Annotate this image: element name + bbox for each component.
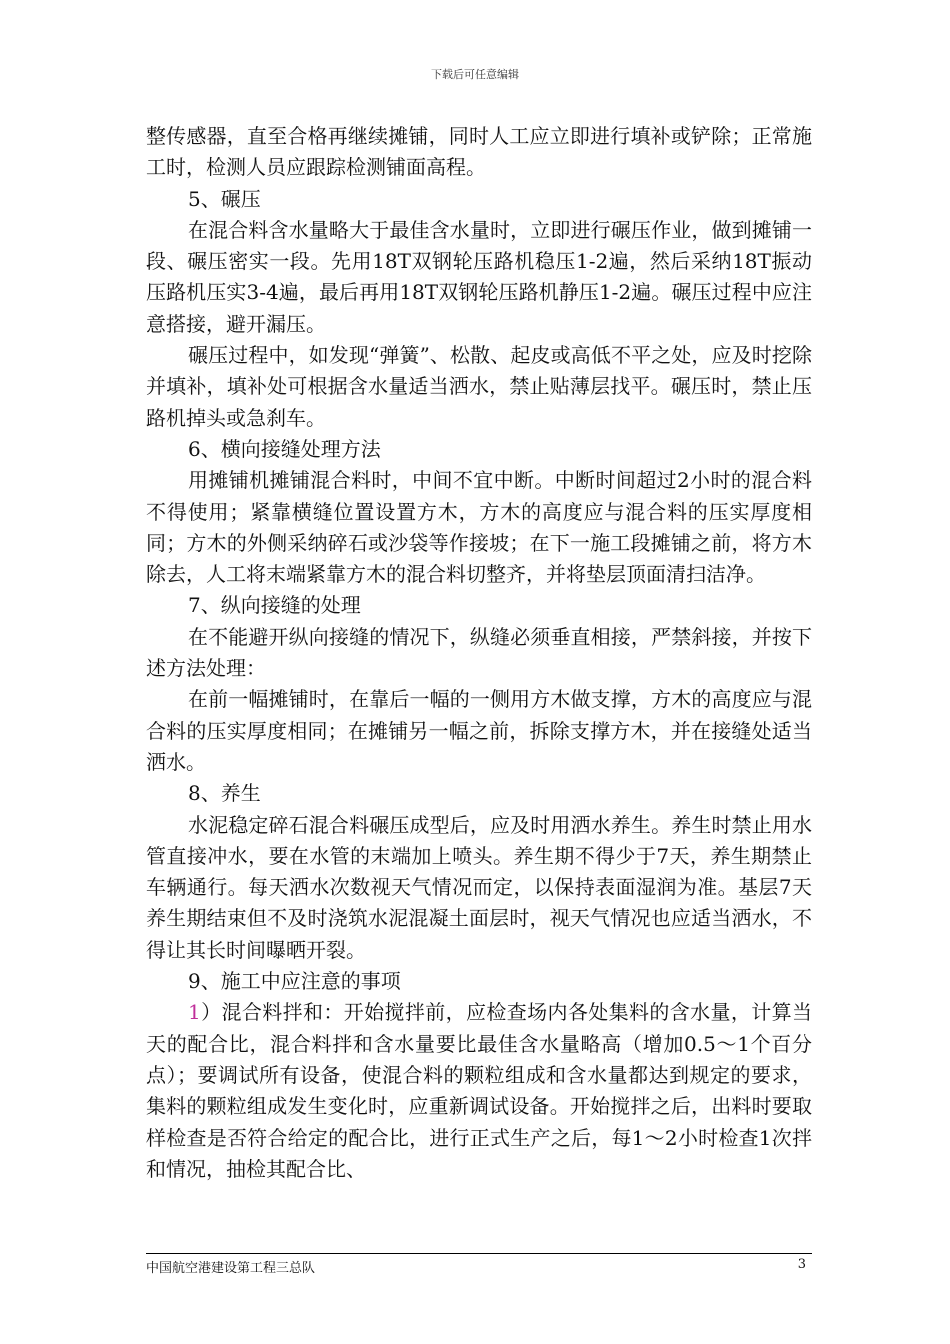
paragraph: 在不能避开纵向接缝的情况下，纵缝必须垂直相接，严禁斜接，并按下述方法处理： (146, 624, 812, 681)
section-heading-6: 6、横向接缝处理方法 (188, 436, 381, 461)
page-header: 下载后可任意编辑 (431, 68, 519, 81)
paragraph: 碾压过程中，如发现“弹簧”、松散、起皮或高低不平之处，应及时挖除并填补，填补处可根据含水量适当洒水，禁止贴薄层找平。碾压时，禁止压路机掉头或急刹车。 (146, 343, 812, 430)
section-heading-7: 7、纵向接缝的处理 (188, 593, 361, 618)
section-heading-9: 9、施工中应注意的事项 (188, 969, 401, 994)
paragraph: 在混合料含水量略大于最佳含水量时，立即进行碾压作业，做到摊铺一段、碾压密实一段。先用18T双钢轮压路机稳压1-2遍，然后采纳18T振动压路机压实3-4遍，最后再用18T双钢轮压路机静压1-2遍。碾压过程中应注意搭接，避开漏压。 (146, 217, 812, 336)
page-number: 3 (797, 1257, 806, 1272)
paragraph-continuation: 整传感器，直至合格再继续摊铺，同时人工应立即进行填补或铲除；正常施工时，检测人员应跟踪检测铺面高程。 (146, 124, 812, 180)
paragraph: 水泥稳定碎石混合料碾压成型后，应及时用洒水养生。养生时禁止用水管直接冲水，要在水管的末端加上喷头。养生期不得少于7天，养生期禁止车辆通行。每天洒水次数视天气情况而定，以保持表面湿润为准。基层7天养生期结束但不及时浇筑水泥混凝土面层时，视天气情况也应适当洒水，不得让其长时间曝晒开裂。 (146, 812, 812, 962)
document-body (146, 121, 812, 1185)
list-item-1 (146, 997, 812, 1185)
list-item-number: 1 (188, 1000, 201, 1025)
list-item-text: ）混合料拌和：开始搅拌前，应检查场内各处集料的含水量，计算当天的配合比，混合料拌和含水量要比最佳含水量略高（增加0.5～1个百分点）；要调试所有设备，使混合料的颗粒组成和含水量都达到规定的要求，集料的颗粒组成发生变化时，应重新调试设备。开始搅拌之后，出料时要取样检查是否符合给定的配合比，进行正式生产之后，每1～2小时检查1次拌和情况，抽检其配合比、 (146, 1000, 812, 1181)
section-heading-5: 5、碾压 (188, 186, 261, 211)
section-heading-8: 8、养生 (188, 781, 261, 806)
footer-divider (146, 1253, 812, 1254)
footer-organization: 中国航空港建设第工程三总队 (146, 1261, 316, 1276)
paragraph: 用摊铺机摊铺混合料时，中间不宜中断。中断时间超过2小时的混合料不得使用；紧靠横缝位置设置方木，方木的高度应与混合料的压实厚度相同；方木的外侧采纳碎石或沙袋等作接坡；在下一施工段摊铺之前，将方木除去，人工将末端紧靠方木的混合料切整齐，并将垫层顶面清扫洁净。 (146, 468, 812, 587)
paragraph: 在前一幅摊铺时，在靠后一幅的一侧用方木做支撑，方木的高度应与混合料的压实厚度相同；在摊铺另一幅之前，拆除支撑方木，并在接缝处适当洒水。 (146, 687, 812, 774)
